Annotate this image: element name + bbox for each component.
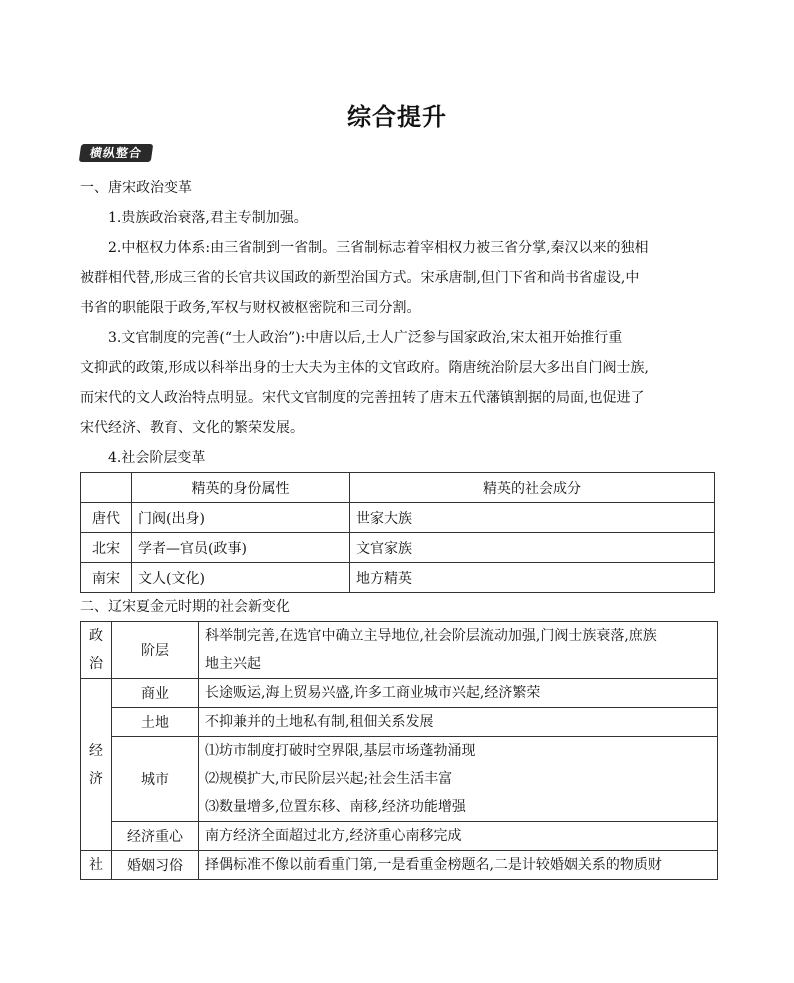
table-row (81, 533, 715, 563)
description-line: 地主兴起 (205, 656, 261, 672)
paragraph-2-line: 2.中枢权力体系:由三省制到一省制。三省制标志着宰相权力被三省分掌,秦汉以来的独相 (108, 240, 649, 256)
table-cell: 北宋 (81, 533, 132, 563)
table-cell: 门阀(出身) (132, 503, 350, 533)
table-row (81, 708, 718, 737)
paragraph-1: 1.贵族政治衰落,君主专制加强。 (108, 210, 308, 226)
table-row (81, 622, 718, 679)
subcategory-cell: 婚姻习俗 (112, 851, 199, 880)
paragraph-2-line: 书省的职能限于政务,军权与财权被枢密院和三司分割。 (80, 300, 421, 316)
subcategory-cell: 经济重心 (112, 822, 199, 851)
table-row (81, 503, 715, 533)
section-badge: 横纵整合 (79, 144, 154, 162)
table-cell: 南宋 (81, 563, 132, 593)
subcategory-cell: 阶层 (112, 622, 199, 679)
table-cell: 文官家族 (350, 533, 715, 563)
paragraph-3-line: 3.文官制度的完善(“士人政治”):中唐以后,士人广泛参与国家政治,宋太祖开始推行重 (108, 330, 623, 346)
table-row (81, 737, 718, 766)
table-cell: 唐代 (81, 503, 132, 533)
table-row (81, 563, 715, 593)
social-change-table (80, 621, 718, 880)
paragraph-3-line: 宋代经济、教育、文化的繁荣发展。 (80, 420, 304, 436)
page-title: 综合提升 (347, 103, 447, 131)
description-cell: 南方经济全面超过北方,经济重心南移完成 (199, 822, 718, 851)
description-cell: ⑵规模扩大,市民阶层兴起;社会生活丰富 (199, 765, 718, 793)
paragraph-3-line: 而宋代的文人政治特点明显。宋代文官制度的完善扭转了唐末五代藩镇割据的局面,也促进了 (80, 390, 645, 406)
table-header-cell: 精英的社会成分 (350, 473, 715, 503)
subcategory-cell: 土地 (112, 708, 199, 737)
subcategory-cell: 商业 (112, 679, 199, 708)
table-header-row (81, 473, 715, 503)
section2-heading: 二、辽宋夏金元时期的社会新变化 (80, 599, 290, 615)
table-row (81, 822, 718, 851)
table-row (81, 851, 718, 880)
section1-heading: 一、唐宋政治变革 (80, 180, 192, 196)
paragraph-2-line: 被群相代替,形成三省的长官共议国政的新型治国方式。宋承唐制,但门下省和尚书省虚设,中 (80, 270, 640, 286)
paragraph-3-line: 文抑武的政策,形成以科举出身的士大夫为主体的文官政府。隋唐统治阶层大多出自门阀士族, (80, 360, 649, 376)
table-header-cell: 精英的身份属性 (132, 473, 350, 503)
category-politics: 政治 (81, 622, 112, 679)
category-society: 社 (81, 851, 112, 880)
description-cell (199, 622, 718, 679)
social-class-table (80, 472, 715, 593)
table-cell: 地方精英 (350, 563, 715, 593)
paragraph-4: 4.社会阶层变革 (108, 450, 206, 466)
table-cell: 世家大族 (350, 503, 715, 533)
description-cell: 择偶标准不像以前看重门第,一是看重金榜题名,二是计较婚姻关系的物质财 (199, 851, 718, 880)
description-cell: 不抑兼并的土地私有制,租佃关系发展 (199, 708, 718, 737)
subcategory-cell: 城市 (112, 737, 199, 822)
description-cell: ⑶数量增多,位置东移、南移,经济功能增强 (199, 793, 718, 822)
description-line: 科举制完善,在选官中确立主导地位,社会阶层流动加强,门阀士族衰落,庶族 (205, 628, 657, 644)
table-cell: 学者—官员(政事) (132, 533, 350, 563)
table-row (81, 679, 718, 708)
description-cell: 长途贩运,海上贸易兴盛,许多工商业城市兴起,经济繁荣 (199, 679, 718, 708)
table-header-cell (81, 473, 132, 503)
table-cell: 文人(文化) (132, 563, 350, 593)
description-cell: ⑴坊市制度打破时空界限,基层市场蓬勃涌现 (199, 737, 718, 766)
category-economy: 经济 (81, 679, 112, 851)
